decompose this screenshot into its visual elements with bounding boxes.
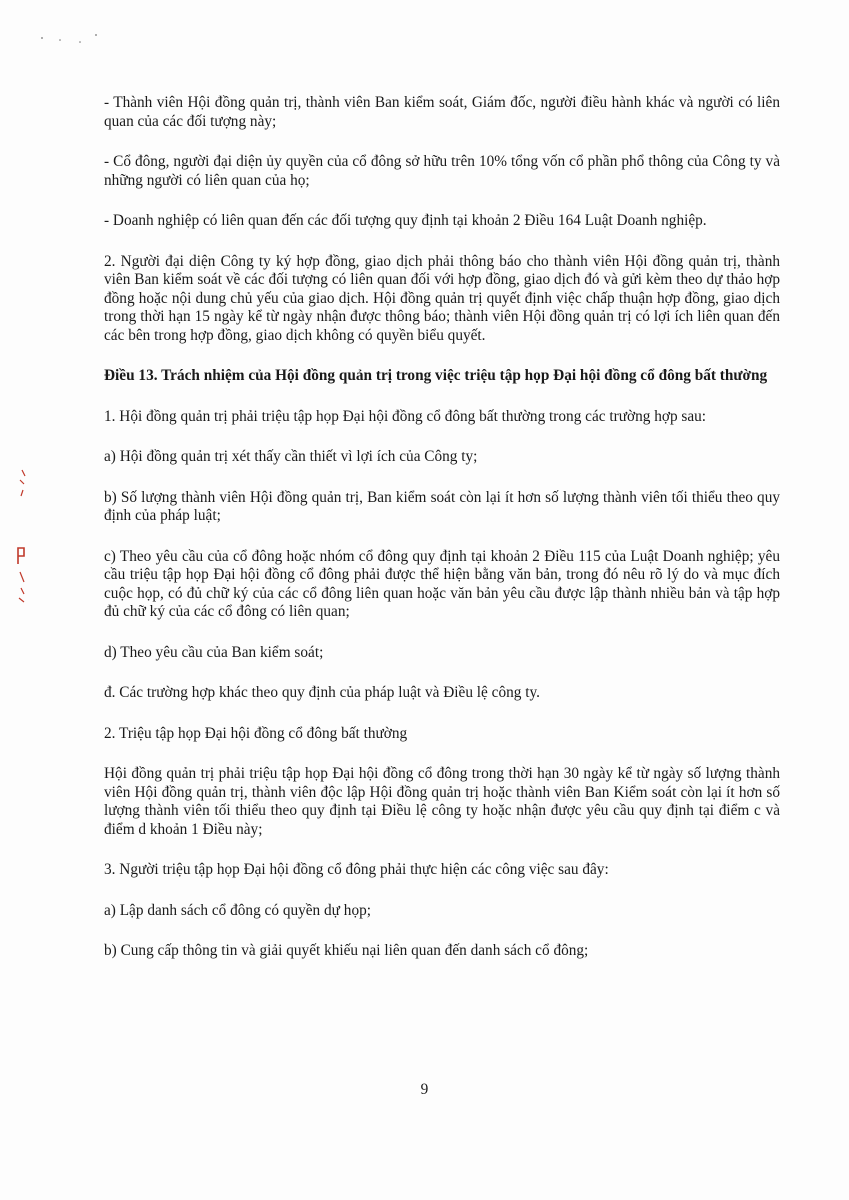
left-margin-red-marks [18, 470, 25, 602]
paragraph: 2. Người đại diện Công ty ký hợp đồng, giao dịch phải thông báo cho thành viên Hội đồng quản trị, thành viên Ban kiểm soát về các đối tượng có liên quan đối với hợp đồng, giao dịch đó và gửi kèm theo dự thảo hợp đồng hoặc nội dung chủ yếu của giao dịch. Hội đồng quản trị quyết định việc chấp thuận hợp đồng, giao dịch trong thời hạn 15 ngày kể từ ngày nhận được thông báo; thành viên Hội đồng quản trị có lợi ích liên quan đến các bên trong hợp đồng, giao dịch không có quyền biểu quyết. [104, 252, 780, 344]
section-heading: Điều 13. Trách nhiệm của Hội đồng quản trị trong việc triệu tập họp Đại hội đồng cổ đông bất thường [104, 367, 768, 384]
paragraph: c) Theo yêu cầu của cổ đông hoặc nhóm cổ đông quy định tại khoản 2 Điều 115 của Luật Doanh nghiệp; yêu cầu triệu tập họp Đại hội đồng cổ đông phải được thể hiện bằng văn bản, trong đó nêu rõ lý do và mục đích cuộc họp, có đủ chữ ký của các cổ đông liên quan hoặc văn bản yêu cầu được lập thành nhiều bản và tập hợp đủ chữ ký của các cổ đông có liên quan; [104, 547, 780, 620]
paragraph: - Doanh nghiệp có liên quan đến các đối tượng quy định tại khoản 2 Điều 164 Luật Doanh nghiệp. [104, 212, 707, 229]
paragraph: 3. Người triệu tập họp Đại hội đồng cổ đông phải thực hiện các công việc sau đây: [104, 861, 609, 878]
paragraph: d) Theo yêu cầu của Ban kiểm soát; [104, 643, 324, 661]
paragraph: - Cổ đông, người đại diện ủy quyền của cổ đông sở hữu trên 10% tổng vốn cổ phần phổ thông của Công ty và những người có liên quan của họ; [104, 153, 780, 189]
page-number: 9 [420, 1081, 429, 1098]
paragraph: - Thành viên Hội đồng quản trị, thành viên Ban kiểm soát, Giám đốc, người điều hành khác và người có liên quan của các đối tượng này; [104, 94, 780, 130]
paragraph: a) Hội đồng quản trị xét thấy cần thiết vì lợi ích của Công ty; [104, 448, 478, 465]
top-left-specks [41, 34, 97, 43]
paragraph: đ. Các trường hợp khác theo quy định của pháp luật và Điều lệ công ty. [104, 684, 540, 701]
paragraph: Hội đồng quản trị phải triệu tập họp Đại hội đồng cổ đông trong thời hạn 30 ngày kể từ ngày số lượng thành viên Hội đồng quản trị, thành viên độc lập Hội đồng quản trị hoặc thành viên Ban Kiểm soát còn lại ít hơn số lượng thành viên tối thiểu theo quy định tại Điều lệ công ty hoặc nhận được yêu cầu quy định tại điểm c và điểm d khoản 1 Điều này; [104, 765, 780, 838]
paragraph: 1. Hội đồng quản trị phải triệu tập họp Đại hội đồng cổ đông bất thường trong các trường hợp sau: [104, 407, 707, 425]
paragraph: b) Số lượng thành viên Hội đồng quản trị, Ban kiểm soát còn lại ít hơn số lượng thành viên tối thiểu theo quy định của pháp luật; [104, 488, 780, 524]
paragraph: 2. Triệu tập họp Đại hội đồng cổ đông bất thường [104, 724, 408, 742]
document-body [104, 94, 780, 983]
paragraph: b) Cung cấp thông tin và giải quyết khiếu nại liên quan đến danh sách cổ đông; [104, 942, 589, 959]
paragraph: a) Lập danh sách cổ đông có quyền dự họp; [104, 901, 371, 919]
